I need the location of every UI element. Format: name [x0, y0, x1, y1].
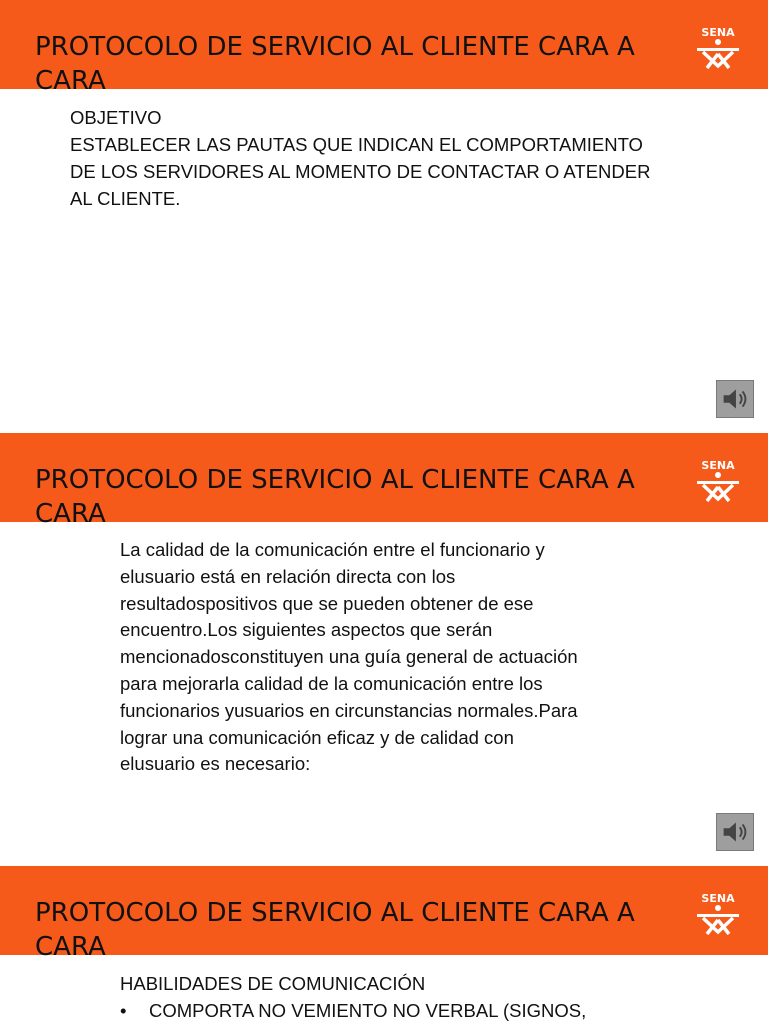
sena-logo-icon — [693, 890, 743, 936]
body-line: AL CLIENTE. — [70, 188, 181, 209]
body-line: lograr una comunicación eficaz y de calidad con — [120, 726, 514, 748]
audio-speaker-icon[interactable] — [716, 380, 754, 418]
body-line: La calidad de la comunicación entre el funcionario y — [120, 539, 545, 560]
body-line: OBJETIVO — [70, 107, 162, 128]
body-line: mencionadosconstituyen una guía general de actuación — [120, 646, 578, 668]
sena-logo-icon — [693, 457, 743, 503]
logo-text: SENA — [701, 26, 735, 39]
logo-text: SENA — [701, 892, 735, 905]
body-line: elusuario está en relación directa con los — [120, 565, 456, 587]
body-line: ESTABLECER LAS PAUTAS QUE INDICAN EL COMPORTAMIENTO — [70, 134, 643, 155]
bullet-item: • COMPORTA NO VEMIENTO NO VERBAL (SIGNOS, — [120, 997, 586, 1024]
body-line: encuentro.Los siguientes aspectos que serán — [120, 619, 493, 641]
body-line: DE LOS SERVIDORES AL MOMENTO DE CONTACTAR O ATENDER — [70, 161, 651, 182]
slide-2 — [0, 433, 768, 866]
audio-speaker-icon[interactable] — [716, 813, 754, 851]
body-line: elusuario es necesario: — [120, 753, 311, 775]
section-heading: HABILIDADES DE COMUNICACIÓN — [120, 973, 426, 994]
slide-body — [70, 104, 670, 212]
sena-logo-icon — [693, 24, 743, 70]
body-line: funcionarios yusuarios en circunstancias normales.Para — [120, 699, 578, 721]
slide-3 — [0, 866, 768, 1024]
bullet-list — [120, 997, 586, 1024]
slide-body — [120, 537, 640, 778]
slide-title: PROTOCOLO DE SERVICIO AL CLIENTE CARA A CARA — [35, 898, 635, 962]
slide-1 — [0, 0, 768, 433]
slide-title: PROTOCOLO DE SERVICIO AL CLIENTE CARA A CARA — [35, 32, 635, 96]
body-line: resultadospositivos que se pueden obtener de ese — [120, 592, 534, 614]
slide-title: PROTOCOLO DE SERVICIO AL CLIENTE CARA A CARA — [35, 465, 635, 529]
body-line: para mejorarla calidad de la comunicación entre los — [120, 672, 543, 694]
logo-text: SENA — [701, 459, 735, 472]
